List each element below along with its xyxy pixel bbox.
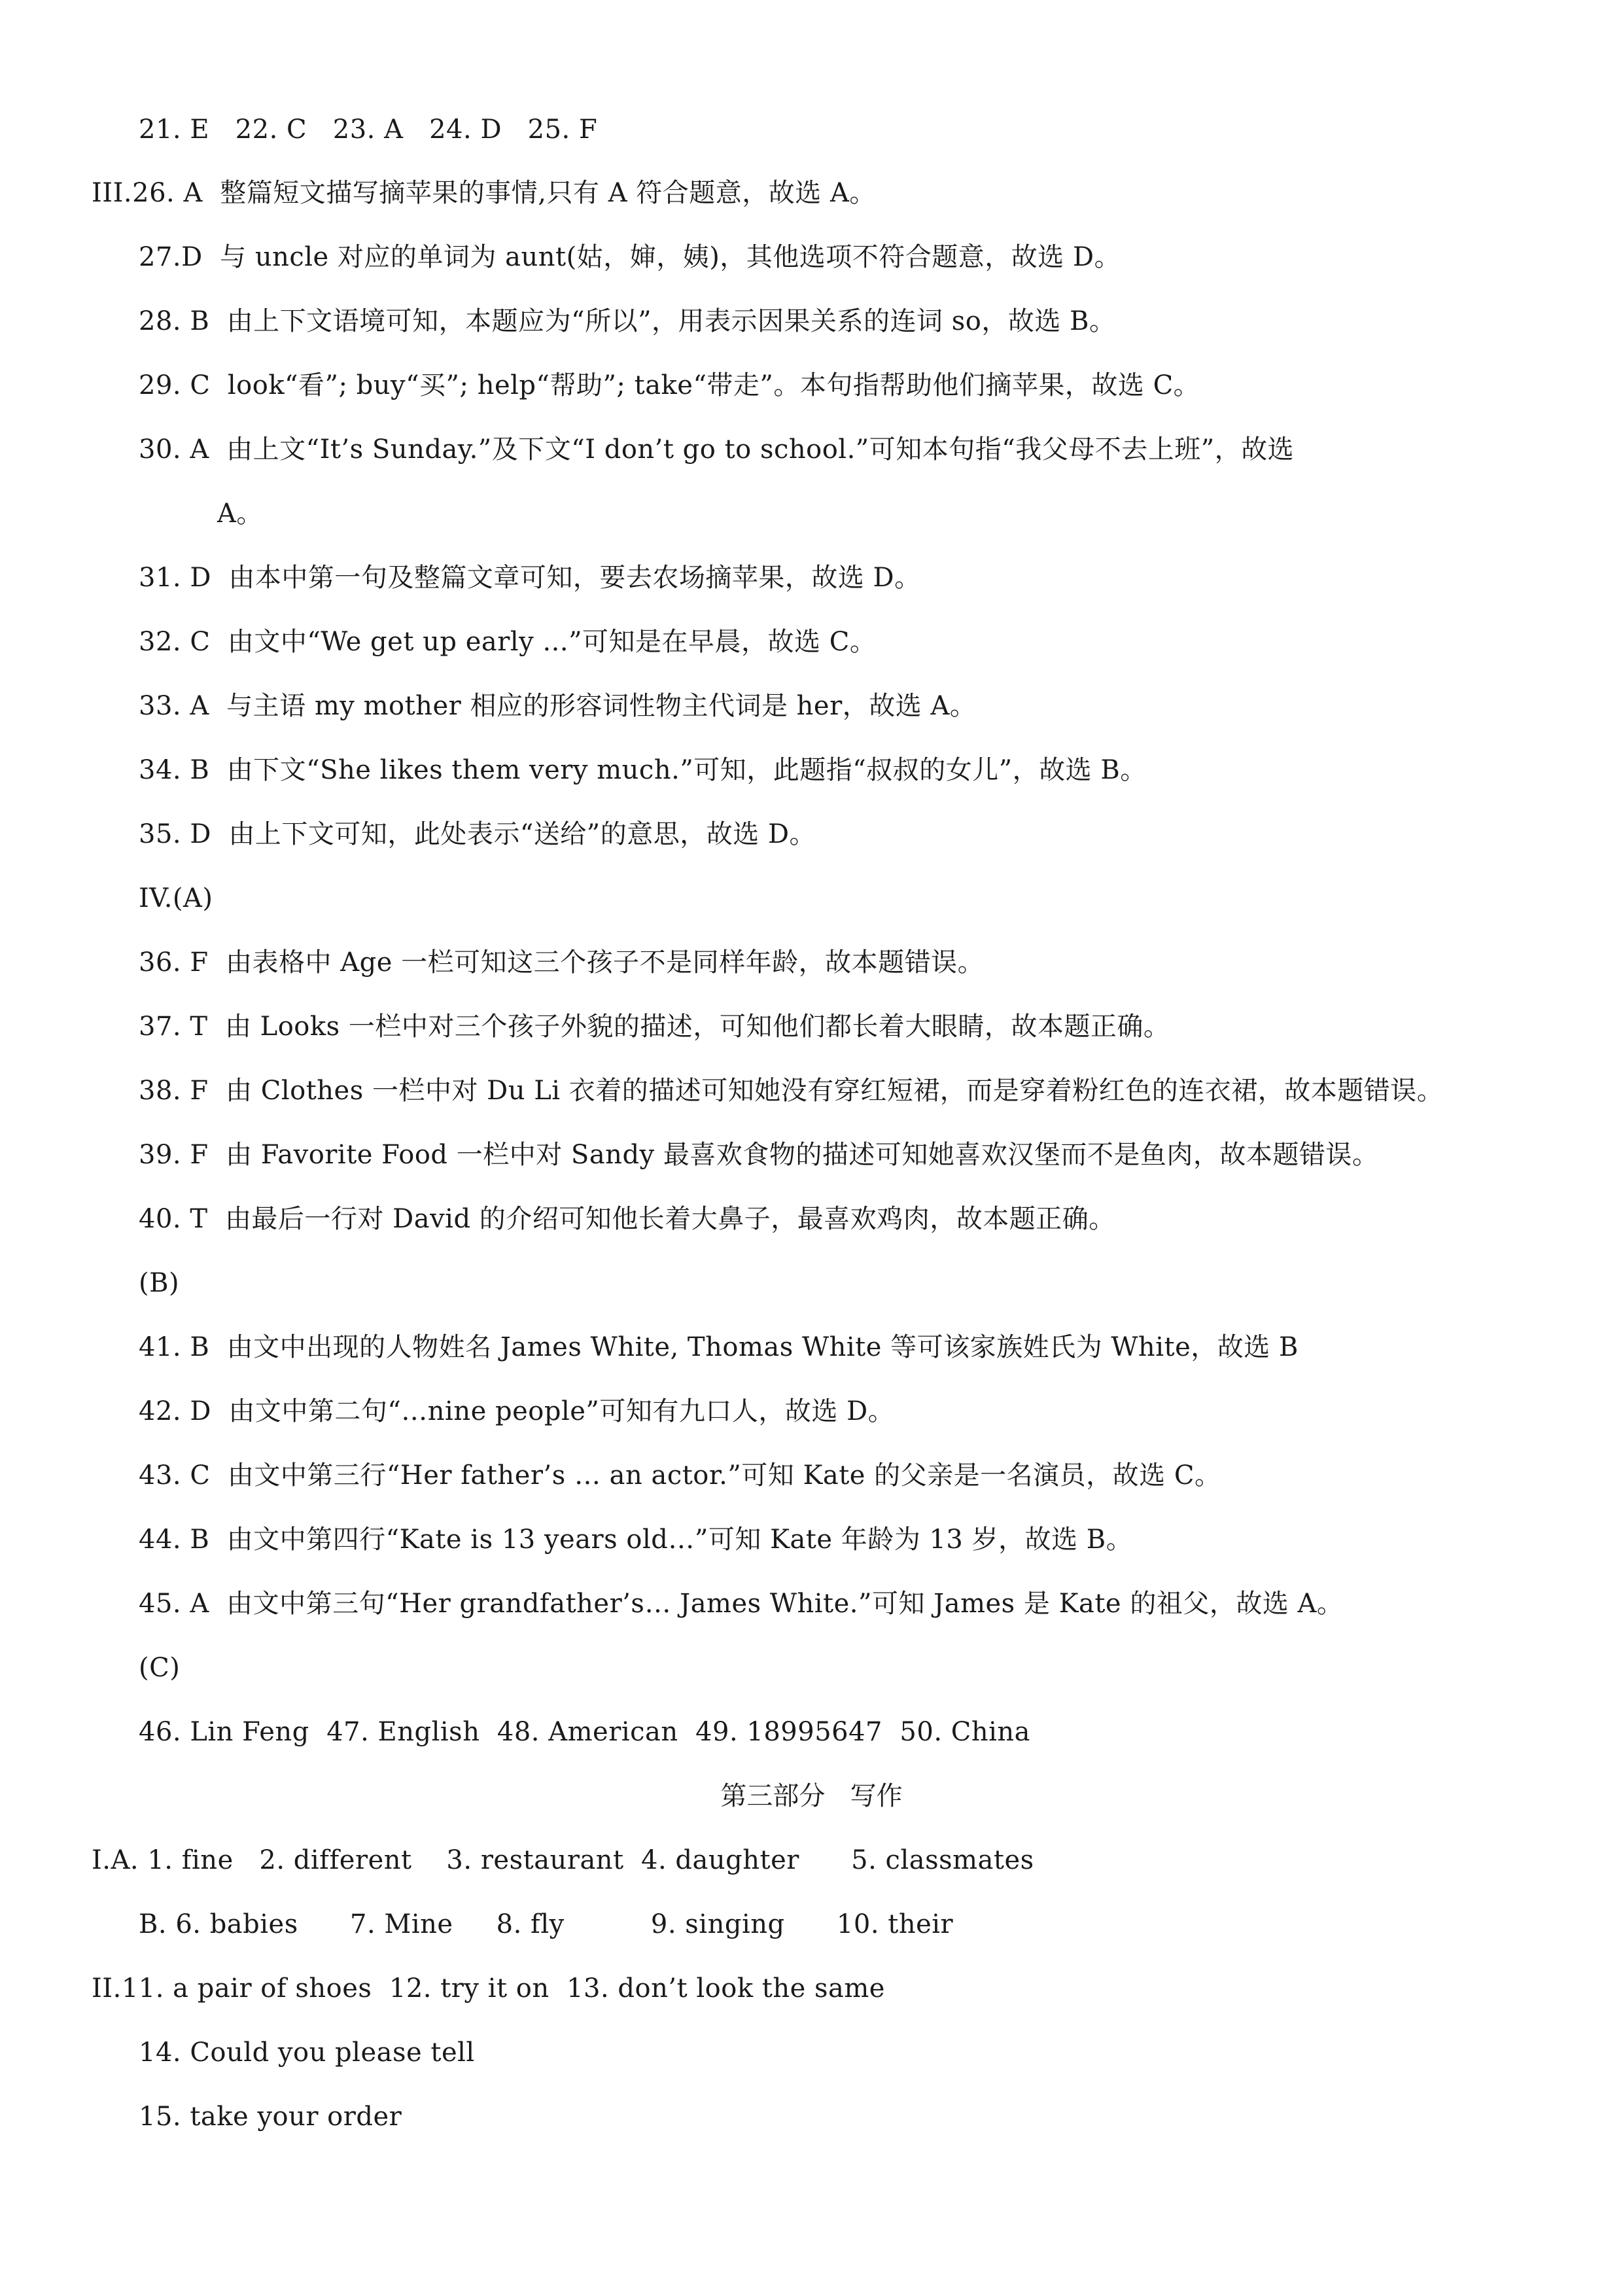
answer-line-27: 27.D 与 uncle 对应的单词为 aunt(姑，婶，姨)，其他选项不符合题意，故选 D。 (139, 242, 1121, 272)
answer-line-45: 45. A 由文中第三句“Her grandfather’s… James White.”可知 James 是 Kate 的祖父，故选 A。 (139, 1589, 1344, 1619)
answer-line-38: 38. F 由 Clothes 一栏中对 Du Li 衣着的描述可知她没有穿红短裙，而是穿着粉红色的连衣裙，故本题错误。 (139, 1076, 1444, 1106)
answer-line-40: 40. T 由最后一行对 David 的介绍可知他长着大鼻子，最喜欢鸡肉，故本题正确。 (139, 1204, 1115, 1234)
writing-answers-1-5: I.A. 1. fine 2. different 3. restaurant 4. daughter 5. classmates (92, 1845, 1034, 1875)
writing-answers-6-10: B. 6. babies 7. Mine 8. fly 9. singing 10. their (139, 1909, 954, 1939)
answer-line-36: 36. F 由表格中 Age 一栏可知这三个孩子不是同样年龄，故本题错误。 (139, 947, 985, 978)
answer-line-30: 30. A 由上文“It’s Sunday.”及下文“I don’t go to school.”可知本句指“我父母不去上班”，故选 (139, 434, 1295, 465)
answer-line-39: 39. F 由 Favorite Food 一栏中对 Sandy 最喜欢食物的描述可知她喜欢汉堡而不是鱼肉，故本题错误。 (139, 1140, 1379, 1170)
writing-answer-15: 15. take your order (139, 2102, 402, 2132)
answer-line-30-continued: A。 (217, 499, 263, 529)
answer-line-32: 32. C 由文中“We get up early ...”可知是在早晨，故选 C。 (139, 627, 877, 657)
answer-line-34: 34. B 由下文“She likes them very much.”可知，此题指“叔叔的女儿”，故选 B。 (139, 755, 1147, 785)
answer-line-31: 31. D 由本中第一句及整篇文章可知，要去农场摘苹果，故选 D。 (139, 563, 921, 593)
answer-line-44: 44. B 由文中第四行“Kate is 13 years old…”可知 Kate 年龄为 13 岁，故选 B。 (139, 1525, 1133, 1555)
answer-line-35: 35. D 由上下文可知，此处表示“送给”的意思，故选 D。 (139, 819, 816, 849)
answer-line-46-50: 46. Lin Feng 47. English 48. American 49. 18995647 50. China (139, 1717, 1031, 1747)
section-c-heading: (C) (139, 1653, 181, 1683)
section-iii-answer-26: III.26. A 整篇短文描写摘苹果的事情,只有 A 符合题意，故选 A。 (92, 178, 876, 208)
section-iv-a-heading: IV.(A) (139, 883, 213, 913)
answer-line-42: 42. D 由文中第二句“…nine people”可知有九口人，故选 D。 (139, 1396, 895, 1426)
writing-answer-14: 14. Could you please tell (139, 2038, 475, 2068)
answer-line-28: 28. B 由上下文语境可知，本题应为“所以”，用表示因果关系的连词 so，故选 B。 (139, 306, 1116, 336)
answer-line-41: 41. B 由文中出现的人物姓名 James White, Thomas White 等可该家族姓氏为 White，故选 B (139, 1332, 1299, 1362)
answer-line-37: 37. T 由 Looks 一栏中对三个孩子外貌的描述，可知他们都长着大眼睛，故本题正确。 (139, 1012, 1170, 1042)
answer-line-43: 43. C 由文中第三行“Her father’s … an actor.”可知 Kate 的父亲是一名演员，故选 C。 (139, 1460, 1221, 1491)
answer-line-33: 33. A 与主语 my mother 相应的形容词性物主代词是 her，故选 A。 (139, 691, 977, 721)
answer-line-21-25: 21. E 22. C 23. A 24. D 25. F (139, 115, 598, 145)
section-b-heading: (B) (139, 1268, 180, 1298)
writing-answers-11-13: II.11. a pair of shoes 12. try it on 13. don’t look the same (92, 1973, 885, 2004)
part-three-writing-heading: 第三部分 写作 (720, 1781, 903, 1811)
answer-line-29: 29. C look“看”; buy“买”; help“帮助”; take“带走”。本句指帮助他们摘苹果，故选 C。 (139, 370, 1200, 400)
